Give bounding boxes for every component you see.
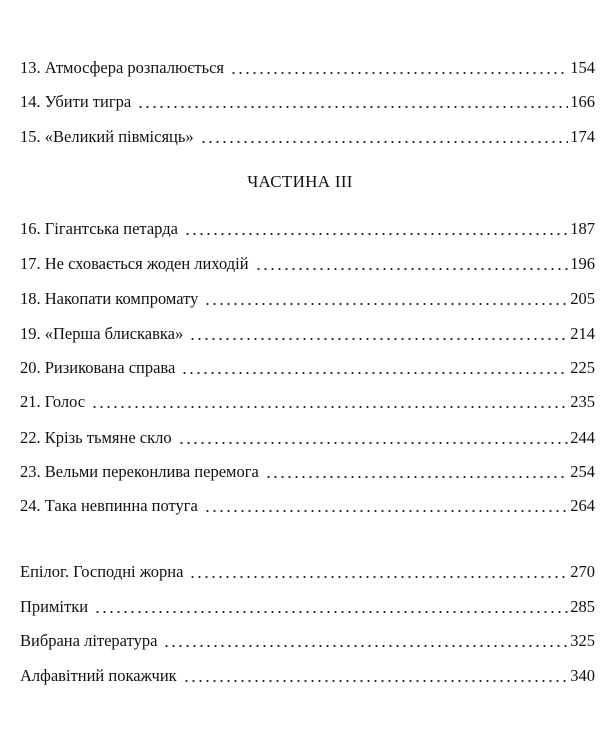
toc-entry-title: 19. «Перша блискавка»: [20, 324, 184, 343]
dot-leader: [178, 442, 569, 444]
toc-entry-page: 205: [570, 289, 595, 308]
dot-leader: [200, 141, 569, 143]
toc-entry-page: 244: [570, 428, 595, 447]
toc-entry-title: 24. Така невпинна потуга: [20, 496, 198, 515]
toc-entry-bibliography: [20, 625, 595, 651]
toc-entry-page: 225: [570, 358, 595, 377]
toc-entry-notes: [20, 591, 595, 617]
toc-entry-23: [20, 456, 595, 482]
dot-leader: [163, 645, 568, 647]
dot-leader: [94, 611, 568, 613]
toc-entry-title: 18. Накопати компромату: [20, 289, 199, 308]
toc-entry-24: [20, 490, 595, 516]
toc-entry-22: [20, 422, 595, 448]
toc-entry-index: [20, 660, 595, 686]
toc-entry-19: [20, 318, 595, 344]
toc-entry-page: 174: [570, 127, 595, 146]
toc-entry-title: 22. Крізь тьмяне скло: [20, 428, 172, 447]
dot-leader: [189, 576, 568, 578]
toc-entry-page: 154: [570, 58, 595, 77]
toc-entry-title: Алфавітний покажчик: [20, 666, 177, 685]
toc-entry-page: 254: [570, 462, 595, 481]
dot-leader: [204, 303, 568, 305]
toc-entry-15: [20, 121, 595, 147]
dot-leader: [265, 476, 568, 478]
toc-entry-title: 16. Гігантська петарда: [20, 219, 178, 238]
dot-leader: [255, 268, 569, 270]
dot-leader: [137, 106, 568, 108]
toc-entry-title: 13. Атмосфера розпалюється: [20, 58, 225, 77]
toc-entry-title: 15. «Великий півмісяць»: [20, 127, 194, 146]
toc-entry-epilogue: [20, 556, 595, 582]
toc-entry-title: 14. Убити тигра: [20, 92, 132, 111]
toc-entry-page: 166: [570, 92, 595, 111]
toc-entry-16: [20, 213, 595, 239]
part-heading: ЧАСТИНА III: [247, 172, 353, 191]
toc-entry-page: 196: [570, 254, 595, 273]
toc-entry-page: 214: [570, 324, 595, 343]
toc-entry-18: [20, 283, 595, 309]
toc-entry-title: 17. Не сховається жоден лиходій: [20, 254, 249, 273]
toc-entry-14: [20, 86, 595, 112]
toc-entry-title: 20. Ризикована справа: [20, 358, 176, 377]
dot-leader: [184, 233, 568, 235]
toc-entry-17: [20, 248, 595, 274]
toc-entry-page: 285: [570, 597, 595, 616]
toc-entry-21: [20, 386, 595, 412]
toc-entry-title: Епілог. Господні жорна: [20, 562, 184, 581]
dot-leader: [181, 372, 568, 374]
dot-leader: [189, 338, 568, 340]
toc-entry-title: 21. Голос: [20, 392, 86, 411]
toc-entry-title: 23. Вельми переконлива перемога: [20, 462, 259, 481]
dot-leader: [91, 406, 568, 408]
toc-entry-page: 325: [570, 631, 595, 650]
toc-entry-title: Вибрана література: [20, 631, 158, 650]
dot-leader: [204, 510, 568, 512]
toc-entry-page: 187: [570, 219, 595, 238]
toc-entry-20: [20, 352, 595, 378]
toc-entry-title: Примітки: [20, 597, 89, 616]
toc-entry-page: 264: [570, 496, 595, 515]
dot-leader: [230, 72, 568, 74]
toc-entry-13: [20, 52, 595, 78]
dot-leader: [183, 680, 569, 682]
toc-entry-page: 235: [570, 392, 595, 411]
toc-entry-page: 340: [570, 666, 595, 685]
toc-entry-page: 270: [570, 562, 595, 581]
